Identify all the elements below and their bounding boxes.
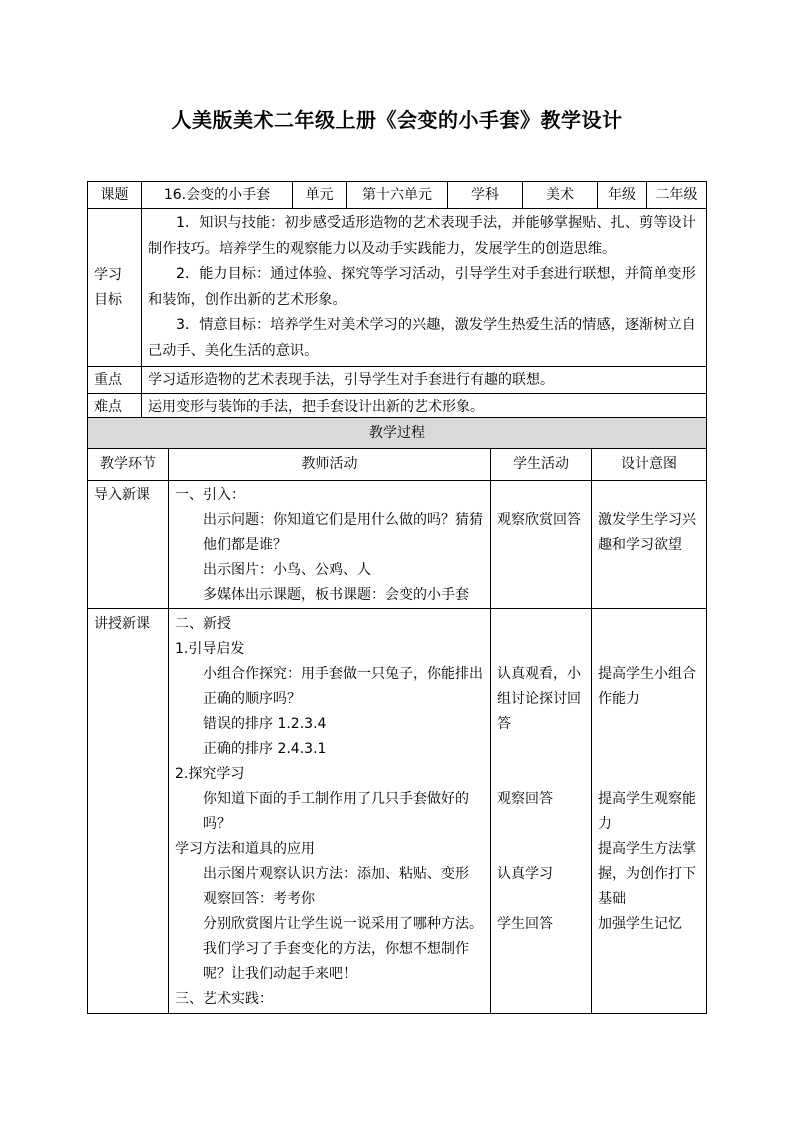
key-point-row [88, 367, 707, 394]
goals-label-line2: 目标 [94, 291, 122, 308]
new-lesson-row [88, 609, 707, 1014]
intro-row [88, 481, 707, 609]
new-purpose-3: 提高学生方法掌握，为创作打下基础 [598, 841, 696, 907]
grade-label: 年级 [598, 182, 647, 209]
new-try-make: 我们学习了手套变化的方法，你想不想制作呢？让我们动起手来吧！ [203, 941, 469, 982]
new-explore: 2.探究学习 [175, 766, 245, 782]
topic-value: 16.会变的小手套 [142, 182, 293, 209]
new-methods-pictures: 出示图片观察认识方法：添加、粘贴、变形 [203, 866, 469, 882]
grade-value: 二年级 [647, 182, 707, 209]
goals-label [88, 209, 142, 367]
header-student: 学生活动 [491, 449, 592, 481]
unit-label: 单元 [293, 182, 347, 209]
intro-student [491, 481, 592, 609]
difficulty-label: 难点 [88, 394, 142, 422]
intro-topic: 多媒体出示课题，板书课题：会变的小手套 [203, 587, 469, 603]
new-methods-title: 学习方法和道具的应用 [175, 841, 315, 857]
new-practice: 三、艺术实践： [175, 991, 273, 1007]
new-purpose-4: 加强学生记忆 [598, 916, 682, 932]
process-header-row [88, 449, 707, 481]
goals-row [88, 209, 707, 367]
new-guide: 1.引导启发 [175, 641, 245, 657]
intro-student-text: 观察欣赏回答 [497, 512, 581, 528]
process-band: 教学过程 [88, 418, 707, 449]
goals-content [142, 209, 707, 367]
header-teacher: 教师活动 [169, 449, 491, 481]
new-student-2: 观察回答 [497, 791, 553, 807]
goals-label-line1: 学习 [94, 266, 122, 283]
new-heading: 二、新授 [175, 616, 231, 632]
topic-label: 课题 [88, 182, 142, 209]
new-student-1: 认真观看，小组讨论探讨回答 [497, 666, 581, 732]
subject-value: 美术 [523, 182, 598, 209]
difficulty-text: 运用变形与装饰的手法，把手套设计出新的艺术形象。 [142, 394, 707, 422]
new-quiz: 观察回答：考考你 [203, 891, 315, 907]
intro-teacher [169, 481, 491, 609]
new-purpose [592, 609, 707, 1014]
teaching-process-table [87, 417, 707, 1014]
goal-knowledge: 1．知识与技能：初步感受适形造物的艺术表现手法，并能够掌握贴、扎、剪等设计制作技巧。培养学生的观察能力以及动手实践能力，发展学生的创造思维。 [148, 215, 696, 257]
header-purpose: 设计意图 [592, 449, 707, 481]
new-student-3: 认真学习 [497, 866, 553, 882]
new-purpose-2: 提高学生观察能力 [598, 791, 696, 832]
new-wrong-order: 错误的排序 1.2.3.4 [203, 716, 327, 732]
new-purpose-1: 提高学生小组合作能力 [598, 666, 696, 707]
new-student [491, 609, 592, 1014]
unit-value: 第十六单元 [347, 182, 448, 209]
intro-purpose [592, 481, 707, 609]
subject-label: 学科 [448, 182, 523, 209]
lesson-info-table [87, 181, 707, 422]
intro-purpose-text: 激发学生学习兴趣和学习欲望 [598, 512, 696, 553]
new-student-4: 学生回答 [497, 916, 553, 932]
intro-pictures: 出示图片：小鸟、公鸡、人 [203, 562, 371, 578]
goal-ability: 2．能力目标：通过体验、探究等学习活动，引导学生对手套进行联想，并简单变形和装饰，创作出新的艺术形象。 [148, 266, 696, 308]
intro-question: 出示问题：你知道它们是用什么做的吗？猜猜他们都是谁？ [203, 512, 483, 553]
intro-heading: 一、引入： [175, 487, 245, 503]
new-stage: 讲授新课 [88, 609, 169, 1014]
page-title: 人美版美术二年级上册《会变的小手套》教学设计 [171, 108, 623, 132]
key-point-text: 学习适形造物的艺术表现手法，引导学生对手套进行有趣的联想。 [142, 367, 707, 394]
new-gloves-question: 你知道下面的手工制作用了几只手套做好的吗？ [203, 791, 469, 832]
info-row [88, 182, 707, 209]
new-appreciate: 分别欣赏图片让学生说一说采用了哪种方法。 [203, 916, 483, 932]
header-stage: 教学环节 [88, 449, 169, 481]
new-right-order: 正确的排序 2.4.3.1 [203, 741, 327, 757]
new-group-task: 小组合作探究：用手套做一只兔子，你能排出正确的顺序吗？ [203, 666, 483, 707]
goal-emotion: 3．情意目标：培养学生对美术学习的兴趣，激发学生热爱生活的情感，逐渐树立自己动手、美化生活的意识。 [148, 317, 696, 359]
new-teacher [169, 609, 491, 1014]
intro-stage: 导入新课 [88, 481, 169, 609]
key-point-label: 重点 [88, 367, 142, 394]
